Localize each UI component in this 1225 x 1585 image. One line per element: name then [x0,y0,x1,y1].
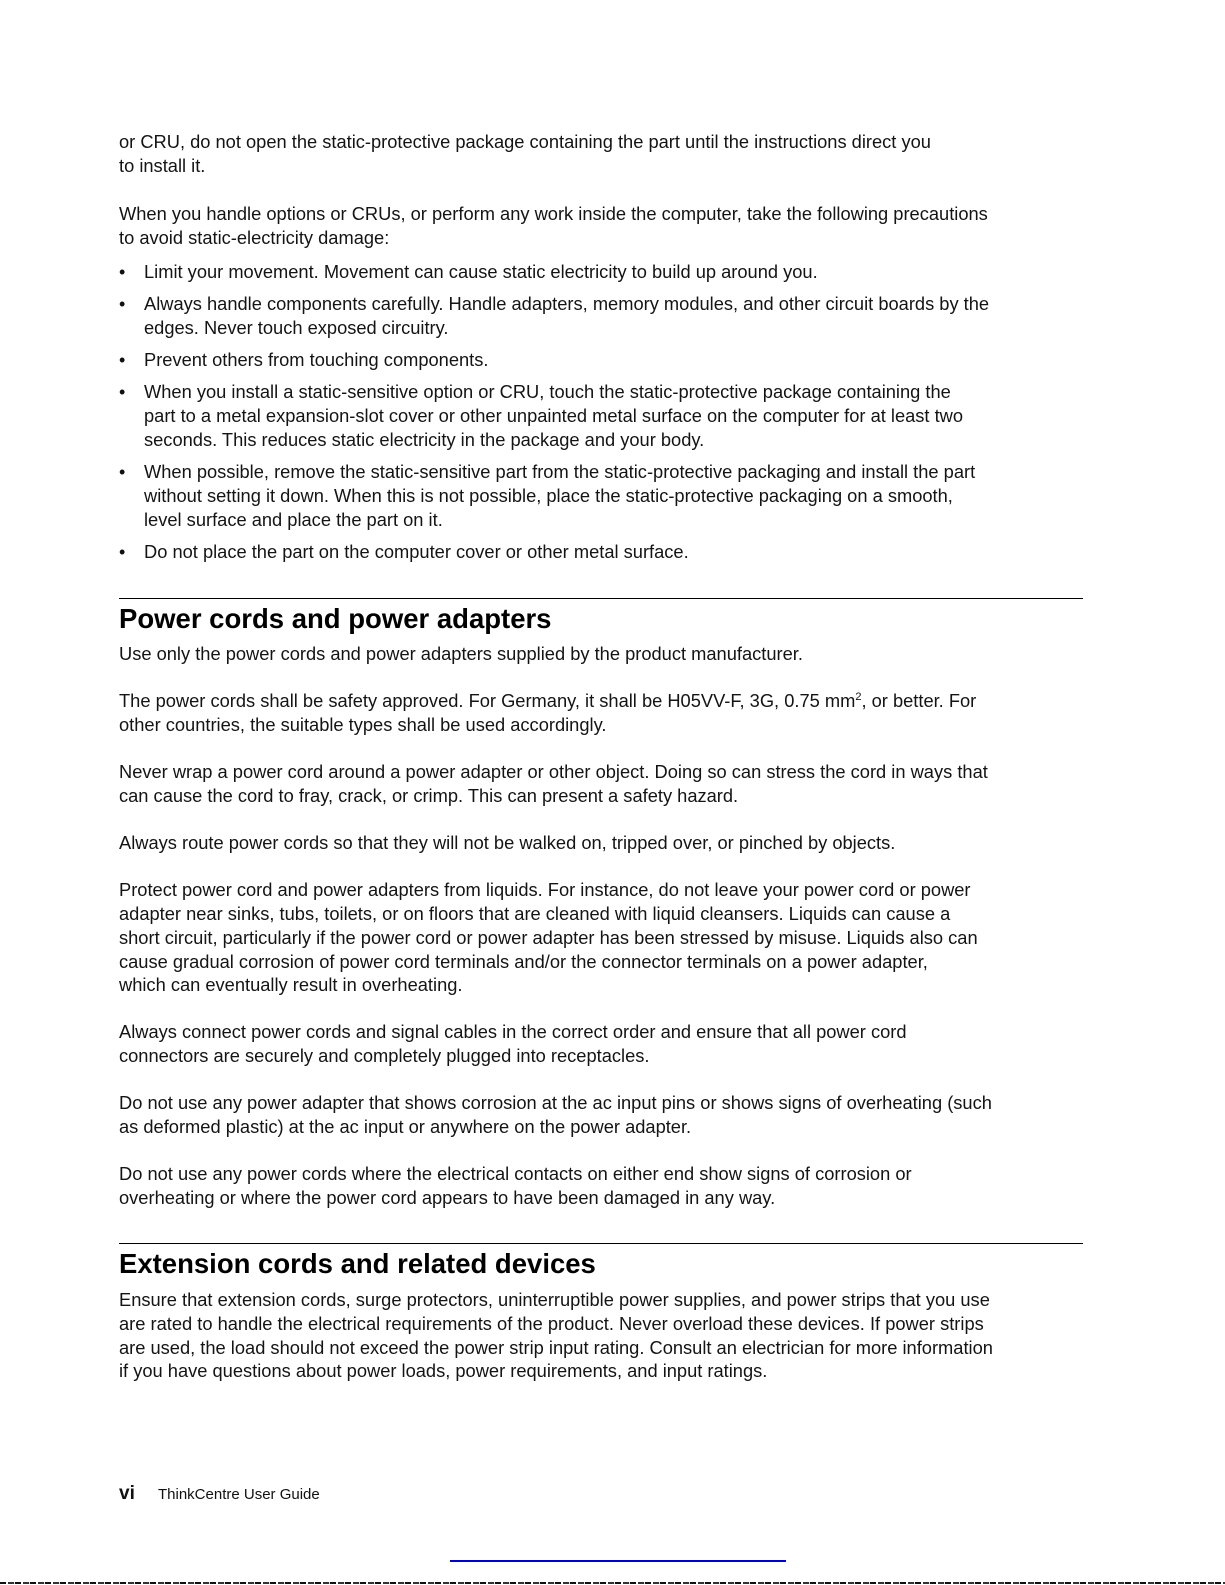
paragraph-line: Ensure that extension cords, surge protectors, uninterruptible power supplies, and power strips that you use [119,1289,990,1310]
bullet-icon: • [119,542,126,562]
bullet-icon: • [119,382,126,402]
list-item: When possible, remove the static-sensitive part from the static-protective packaging and install the part [144,461,976,482]
page-number: vi [119,1483,135,1504]
list-item: part to a metal expansion-slot cover or other unpainted metal surface on the computer for at least two [144,405,964,426]
paragraph-line: are used, the load should not exceed the power strip input rating. Consult an electrician for more information [119,1337,993,1358]
paragraph-line: if you have questions about power loads, power requirements, and input ratings. [119,1360,768,1381]
paragraph-line: Always route power cords so that they will not be walked on, tripped over, or pinched by objects. [119,832,896,853]
link-underline [450,1560,786,1562]
bullet-icon: • [119,350,126,370]
paragraph-line: Protect power cord and power adapters from liquids. For instance, do not leave your power cord or power [119,879,971,900]
list-item: When you install a static-sensitive option or CRU, touch the static-protective package containing the [144,381,951,402]
paragraph-line: as deformed plastic) at the ac input or anywhere on the power adapter. [119,1116,692,1137]
paragraph-line: Use only the power cords and power adapters supplied by the product manufacturer. [119,643,803,664]
list-item: Prevent others from touching components. [144,349,489,370]
paragraph-line: can cause the cord to fray, crack, or crimp. This can present a safety hazard. [119,785,739,806]
list-item: edges. Never touch exposed circuitry. [144,317,449,338]
list-item: Do not place the part on the computer cover or other metal surface. [144,541,689,562]
section-divider [119,598,1083,599]
paragraph-line: adapter near sinks, tubs, toilets, or on floors that are cleaned with liquid cleansers. Liquids can cause a [119,903,951,924]
precautions-line: When you handle options or CRUs, or perform any work inside the computer, take the following precautions [119,203,988,224]
paragraph-line: connectors are securely and completely plugged into receptacles. [119,1045,650,1066]
page-bottom-edge [0,1582,1225,1584]
list-item: without setting it down. When this is not possible, place the static-protective packaging on a smooth, [144,485,953,506]
paragraph-line: The power cords shall be safety approved. For Germany, it shall be H05VV-F, 3G, 0.75 $mm^2$, or better. For [119,690,977,711]
paragraph-line: other countries, the suitable types shall be used accordingly. [119,714,607,735]
intro-line: or CRU, do not open the static-protective package containing the part until the instructions direct you [119,131,931,152]
paragraph-line: which can eventually result in overheating. [119,974,463,995]
list-item: level surface and place the part on it. [144,509,443,530]
list-item: seconds. This reduces static electricity in the package and your body. [144,429,705,450]
list-item: Limit your movement. Movement can cause static electricity to build up around you. [144,261,818,282]
bullet-icon: • [119,262,126,282]
paragraph-line: Never wrap a power cord around a power adapter or other object. Doing so can stress the cord in ways that [119,761,988,782]
section-heading-power-cords: Power cords and power adapters [119,603,552,634]
paragraph-line: Do not use any power adapter that shows corrosion at the ac input pins or shows signs of overheating (such [119,1092,992,1113]
section-heading-extension-cords: Extension cords and related devices [119,1248,596,1279]
paragraph-line: overheating or where the power cord appears to have been damaged in any way. [119,1187,776,1208]
superscript: 2 [855,691,862,703]
precautions-line: to avoid static-electricity damage: [119,227,390,248]
bullet-icon: • [119,462,126,482]
paragraph-line: cause gradual corrosion of power cord terminals and/or the connector terminals on a power adapter, [119,951,928,972]
bullet-icon: • [119,294,126,314]
book-title: ThinkCentre User Guide [158,1486,320,1503]
paragraph-line: Always connect power cords and signal cables in the correct order and ensure that all power cord [119,1021,907,1042]
section-divider [119,1243,1083,1244]
paragraph-line: short circuit, particularly if the power cord or power adapter has been stressed by misuse. Liquids also can [119,927,978,948]
paragraph-line: Do not use any power cords where the electrical contacts on either end show signs of corrosion or [119,1163,912,1184]
intro-line: to install it. [119,155,206,176]
paragraph-line: are rated to handle the electrical requirements of the product. Never overload these devices. If power strips [119,1313,984,1334]
list-item: Always handle components carefully. Handle adapters, memory modules, and other circuit boards by the [144,293,990,314]
